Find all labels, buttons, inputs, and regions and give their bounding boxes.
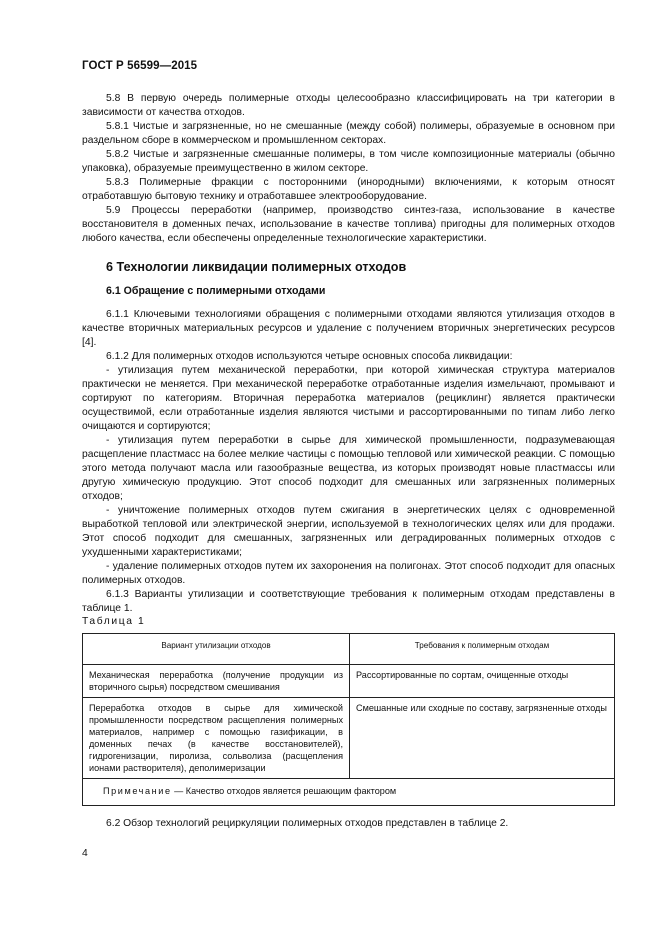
paragraph-5-9: 5.9 Процессы переработки (например, производство синтез-газа, использование в качестве восстановителя в доменных печах, использование в качестве топлива) пригодны для полимерных отходов любого качества, если обеспечены определенные технологические характеристики. bbox=[82, 205, 615, 244]
table-caption: Таблица 1 bbox=[82, 616, 146, 627]
note-text: — Качество отходов является решающим фактором bbox=[171, 786, 397, 796]
table-cell: Механическая переработка (получение продукции из вторичного сырья) посредством смешивания bbox=[83, 665, 350, 698]
table-cell: Рассортированные по сортам, очищенные отходы bbox=[350, 665, 615, 698]
paragraph-6-1-3: 6.1.3 Варианты утилизации и соответствующие требования к полимерным отходам представлены в таблице 1. bbox=[82, 589, 615, 614]
table-row bbox=[83, 665, 615, 698]
table-cell: Смешанные или сходные по составу, загрязненные отходы bbox=[350, 698, 615, 779]
standard-header: ГОСТ Р 56599—2015 bbox=[82, 60, 198, 72]
note-prefix: Примечание bbox=[103, 786, 172, 796]
table-row bbox=[83, 698, 615, 779]
body-text bbox=[82, 92, 615, 616]
section-6-heading: 6 Технологии ликвидации полимерных отходов bbox=[106, 260, 407, 274]
paragraph-6-1-1: 6.1.1 Ключевыми технологиями обращения с полимерными отходами являются утилизация отходов в качестве вторичных материальных ресурсов и удаление с получением вторичных энергетических ресурсов [4]. bbox=[82, 309, 615, 348]
table-cell: Переработка отходов в сырье для химической промышленности посредством расщепления полимерных материалов, например с помощью газификации, в доменных печах (в качестве восстановителей), гидрогенизации, пиролиза, сольволиза (расщепления ионами растворителя), деполимеризации bbox=[83, 698, 350, 779]
table-note bbox=[83, 779, 615, 806]
section-6-1-heading: 6.1 Обращение с полимерными отходами bbox=[106, 285, 326, 297]
table-header-cell: Требования к полимерным отходам bbox=[350, 634, 615, 665]
list-item-mechanical: - утилизация путем механической переработки, при которой химическая структура материалов практически не меняется. При механической переработке отработанные изделия измельчают, промывают и сортируют по категориям. Вторичная переработка материалов (рециклинг) является практически осуществимой, если отработанные изделия являются чистыми и рассортированными по типам либо легко очищаются и сортируются; bbox=[82, 365, 615, 432]
paragraph-6-2: 6.2 Обзор технологий рециркуляции полимерных отходов представлен в таблице 2. bbox=[106, 818, 509, 829]
table-header-row bbox=[83, 634, 615, 665]
paragraph-5-8-3: 5.8.3 Полимерные фракции с посторонними (инородными) включениями, к которым относят отработавшую бытовую технику и отработавшее электрооборудование. bbox=[82, 177, 615, 202]
table-header-cell: Вариант утилизации отходов bbox=[83, 634, 350, 665]
paragraph-5-8-2: 5.8.2 Чистые и загрязненные смешанные полимеры, в том числе композиционные материалы (обычно упаковка), образуемые преимущественно в жилом секторе. bbox=[82, 149, 615, 174]
page-number: 4 bbox=[82, 848, 88, 859]
paragraph-5-8: 5.8 В первую очередь полимерные отходы целесообразно классифицировать на три категории в зависимости от качества отходов. bbox=[82, 93, 615, 118]
list-item-landfill: - удаление полимерных отходов путем их захоронения на полигонах. Этот способ подходит для опасных полимерных отходов. bbox=[82, 561, 615, 586]
table-note-row bbox=[83, 779, 615, 806]
paragraph-5-8-1: 5.8.1 Чистые и загрязненные, но не смешанные (между собой) полимеры, образуемые в основном при раздельном сборе в коммерческом и промышленном секторах. bbox=[82, 121, 615, 146]
paragraph-6-1-2: 6.1.2 Для полимерных отходов используются четыре основных способа ликвидации: bbox=[106, 351, 513, 362]
list-item-incineration: - уничтожение полимерных отходов путем сжигания в энергетических целях с одновременной выработкой тепловой или электрической энергии, используемой в технологических целях или для продажи. Этот способ подходит для смешанных, загрязненных или деградированных полимерных отходов с ухудшенными характеристиками; bbox=[82, 505, 615, 558]
table-1 bbox=[82, 633, 615, 806]
list-item-chemical: - утилизация путем переработки в сырье для химической промышленности, подразумевающая расщепление пластмасс на более мелкие частицы с помощью тепловой или химической реакции. С помощью этого метода получают масла или газообразные вещества, из которых производят новые пластмассы или другую химическую продукцию. Этот способ подходит для смешанных или загрязненных полимерных отходов; bbox=[82, 435, 615, 502]
